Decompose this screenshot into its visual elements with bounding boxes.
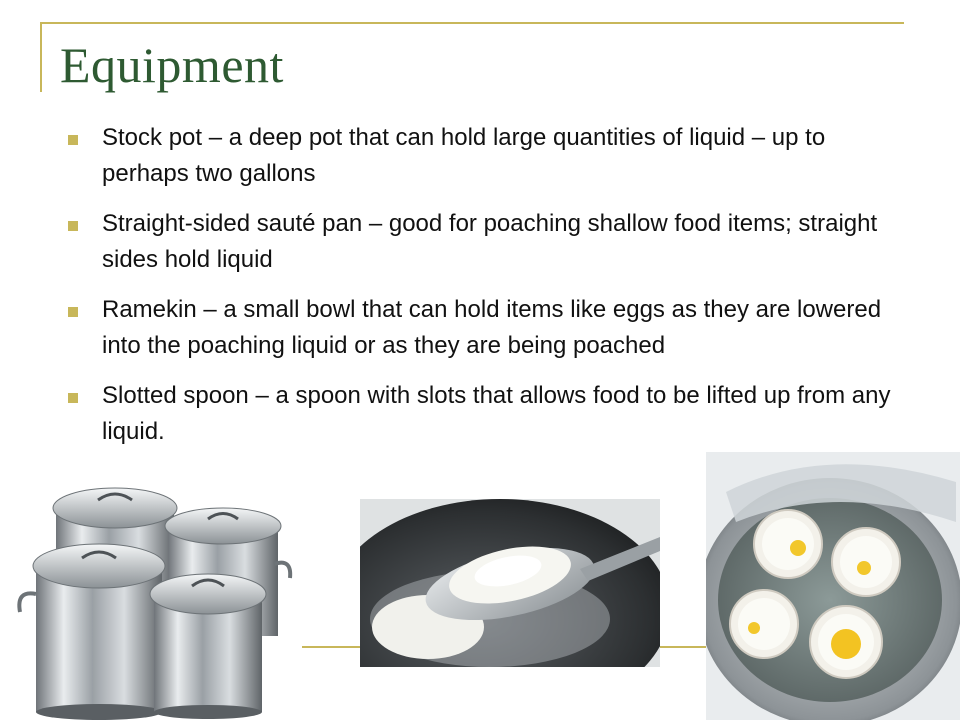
bullet-text: Straight-sided sauté pan – good for poaching shallow food items; straight sides hold liquid [102, 210, 878, 273]
bullet-text: Stock pot – a deep pot that can hold large quantities of liquid – up to perhaps two gallons [102, 124, 826, 187]
square-bullet-icon [68, 135, 78, 145]
bullet-item-ramekin [62, 292, 912, 364]
frame-top-rule [40, 22, 904, 24]
bullet-item-slotted-spoon [62, 378, 912, 450]
bullet-item-saute-pan [62, 206, 912, 278]
ramekins-pan-image [706, 452, 960, 720]
bullet-list [62, 120, 912, 464]
slide-title: Equipment [60, 37, 284, 93]
square-bullet-icon [68, 221, 78, 231]
square-bullet-icon [68, 393, 78, 403]
slotted-spoon-image [360, 499, 660, 667]
stock-pots-image [12, 476, 304, 720]
bullet-item-stock-pot [62, 120, 912, 192]
frame-left-rule [40, 22, 42, 92]
bullet-text: Ramekin – a small bowl that can hold items like eggs as they are lowered into the poaching liquid or as they are being poached [102, 296, 882, 359]
bullet-text: Slotted spoon – a spoon with slots that allows food to be lifted up from any liquid. [102, 382, 891, 445]
square-bullet-icon [68, 307, 78, 317]
